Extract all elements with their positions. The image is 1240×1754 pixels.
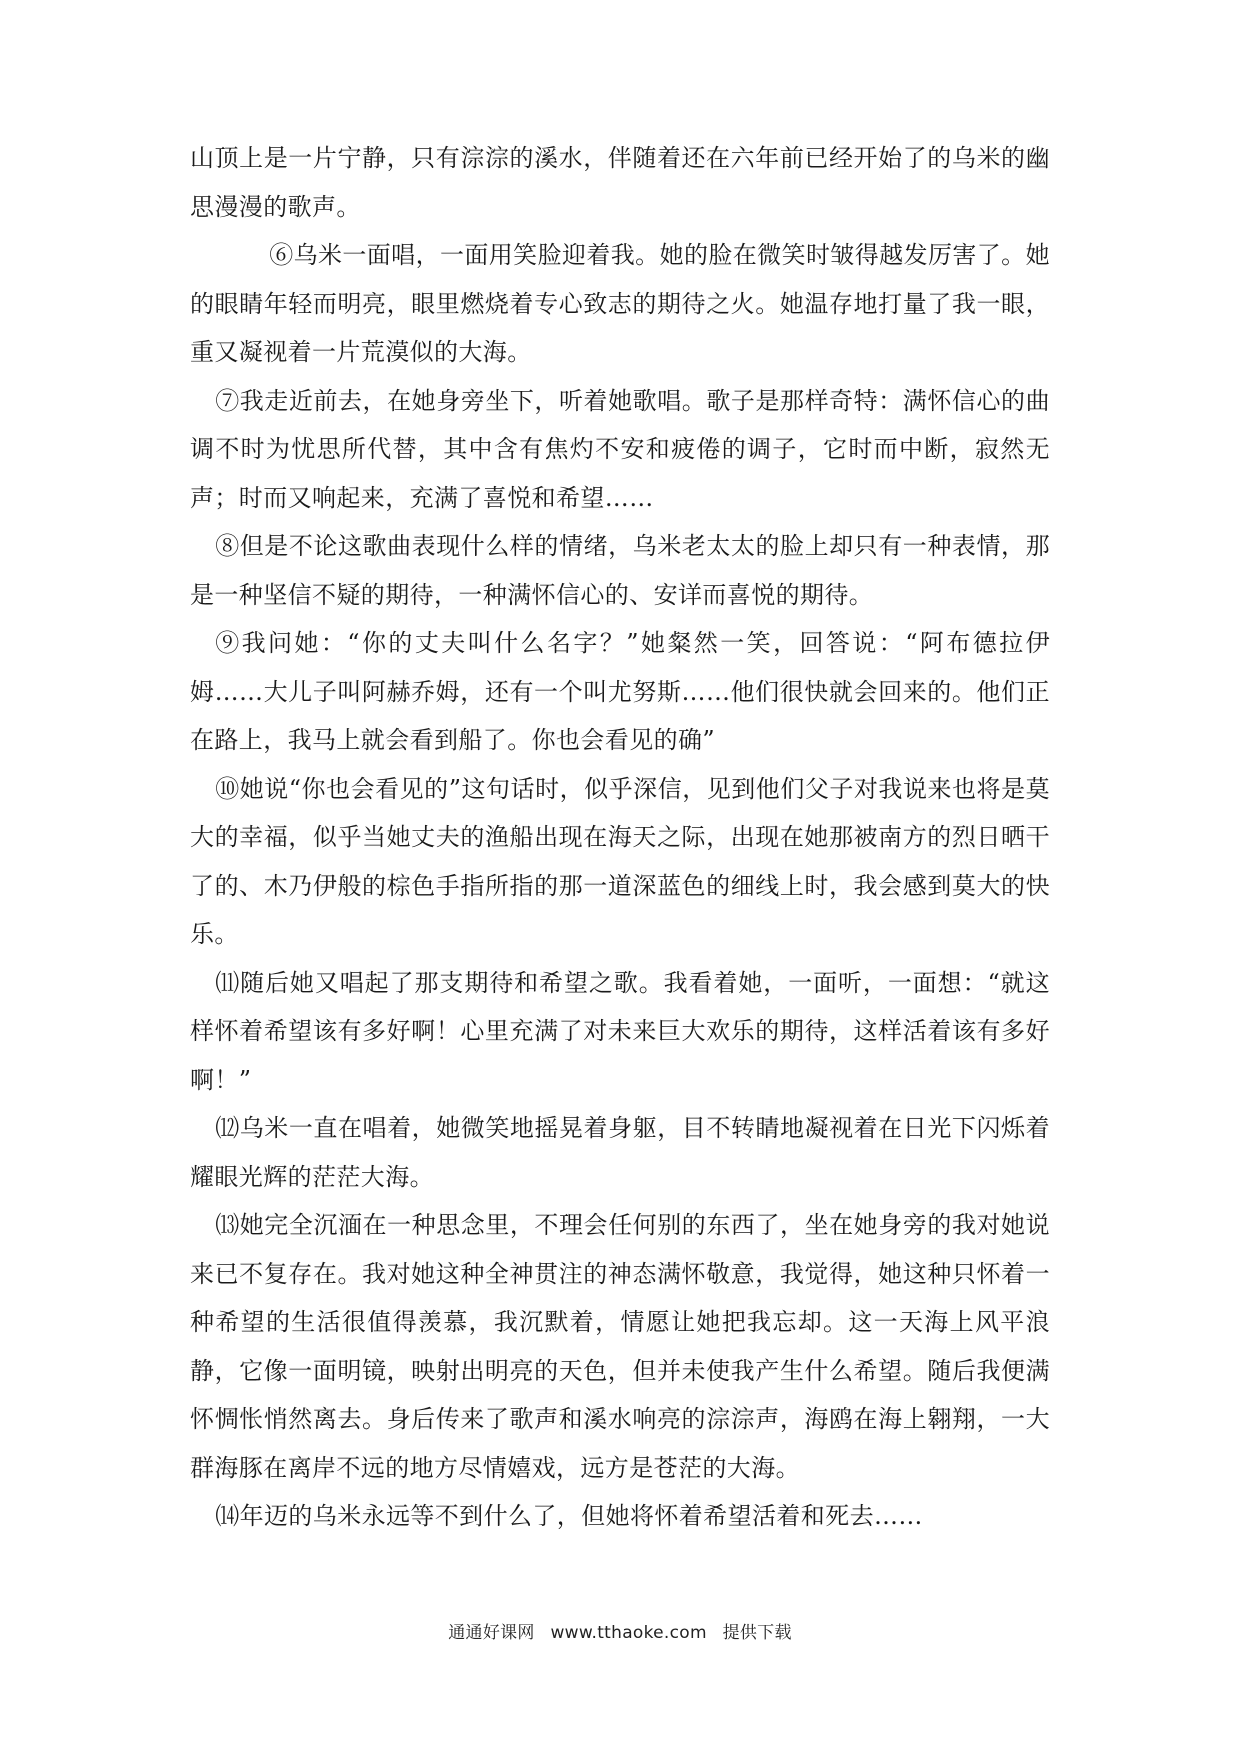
paragraph-10: ⑩她说“你也会看见的”这句话时，似乎深信，见到他们父子对我说来也将是莫大的幸福，似乎当她丈夫的渔船出现在海天之际，出现在她那被南方的烈日晒干了的、木乃伊般的棕色手指所指的那一道深蓝色的细线上时，我会感到莫大的快乐。 xyxy=(190,774,1050,948)
paragraph-7: ⑦我走近前去，在她身旁坐下，听着她歌唱。歌子是那样奇特：满怀信心的曲调不时为忧思所代替，其中含有焦灼不安和疲倦的调子，它时而中断，寂然无声；时而又响起来，充满了喜悦和希望…… xyxy=(190,386,1050,512)
footer-url: www.tthaoke.com xyxy=(550,1623,707,1643)
paragraph-13: ⒀她完全沉湎在一种思念里，不理会任何别的东西了，坐在她身旁的我对她说来已不复存在。我对她这种全神贯注的神态满怀敬意，我觉得，她这种只怀着一种希望的生活很值得羡慕，我沉默着，情愿让她把我忘却。这一天海上风平浪静，它像一面明镜，映射出明亮的天色，但并未使我产生什么希望。随后我便满怀惆怅悄然离去。身后传来了歌声和溪水响亮的淙淙声，海鸥在海上翱翔，一大群海豚在离岸不远的地方尽情嬉戏，远方是苍茫的大海。 xyxy=(190,1211,1050,1482)
paragraph-11: ⑾随后她又唱起了那支期待和希望之歌。我看着她，一面听，一面想：“就这样怀着希望该有多好啊！心里充满了对未来巨大欢乐的期待，这样活着该有多好啊！” xyxy=(190,968,1050,1094)
paragraph-14: ⒁年迈的乌米永远等不到什么了，但她将怀着希望活着和死去…… xyxy=(215,1502,923,1530)
paragraph-6: ⑥乌米一面唱，一面用笑脸迎着我。她的脸在微笑时皱得越发厉害了。她的眼睛年轻而明亮，眼里燃烧着专心致志的期待之火。她温存地打量了我一眼，重又凝视着一片荒漠似的大海。 xyxy=(190,241,1050,366)
paragraph-8: ⑧但是不论这歌曲表现什么样的情绪，乌米老太太的脸上却只有一种表情，那是一种坚信不疑的期待，一种满怀信心的、安详而喜悦的期待。 xyxy=(190,532,1050,609)
paragraph-9: ⑨我问她：“你的丈夫叫什么名字？”她粲然一笑，回答说：“阿布德拉伊姆……大儿子叫阿赫乔姆，还有一个叫尤努斯……他们很快就会回来的。他们正在路上，我马上就会看到船了。你也会看见的确” xyxy=(190,629,1050,754)
paragraph-continuation: 山顶上是一片宁静，只有淙淙的溪水，伴随着还在六年前已经开始了的乌米的幽思漫漫的歌声。 xyxy=(190,144,1050,221)
article-body xyxy=(190,134,1050,1541)
page-footer xyxy=(0,1618,1240,1643)
footer-suffix: 提供下载 xyxy=(722,1623,792,1643)
footer-site-name: 通通好课网 xyxy=(448,1623,535,1643)
paragraph-12: ⑿乌米一直在唱着，她微笑地摇晃着身躯，目不转睛地凝视着在日光下闪烁着耀眼光辉的茫茫大海。 xyxy=(190,1114,1050,1191)
